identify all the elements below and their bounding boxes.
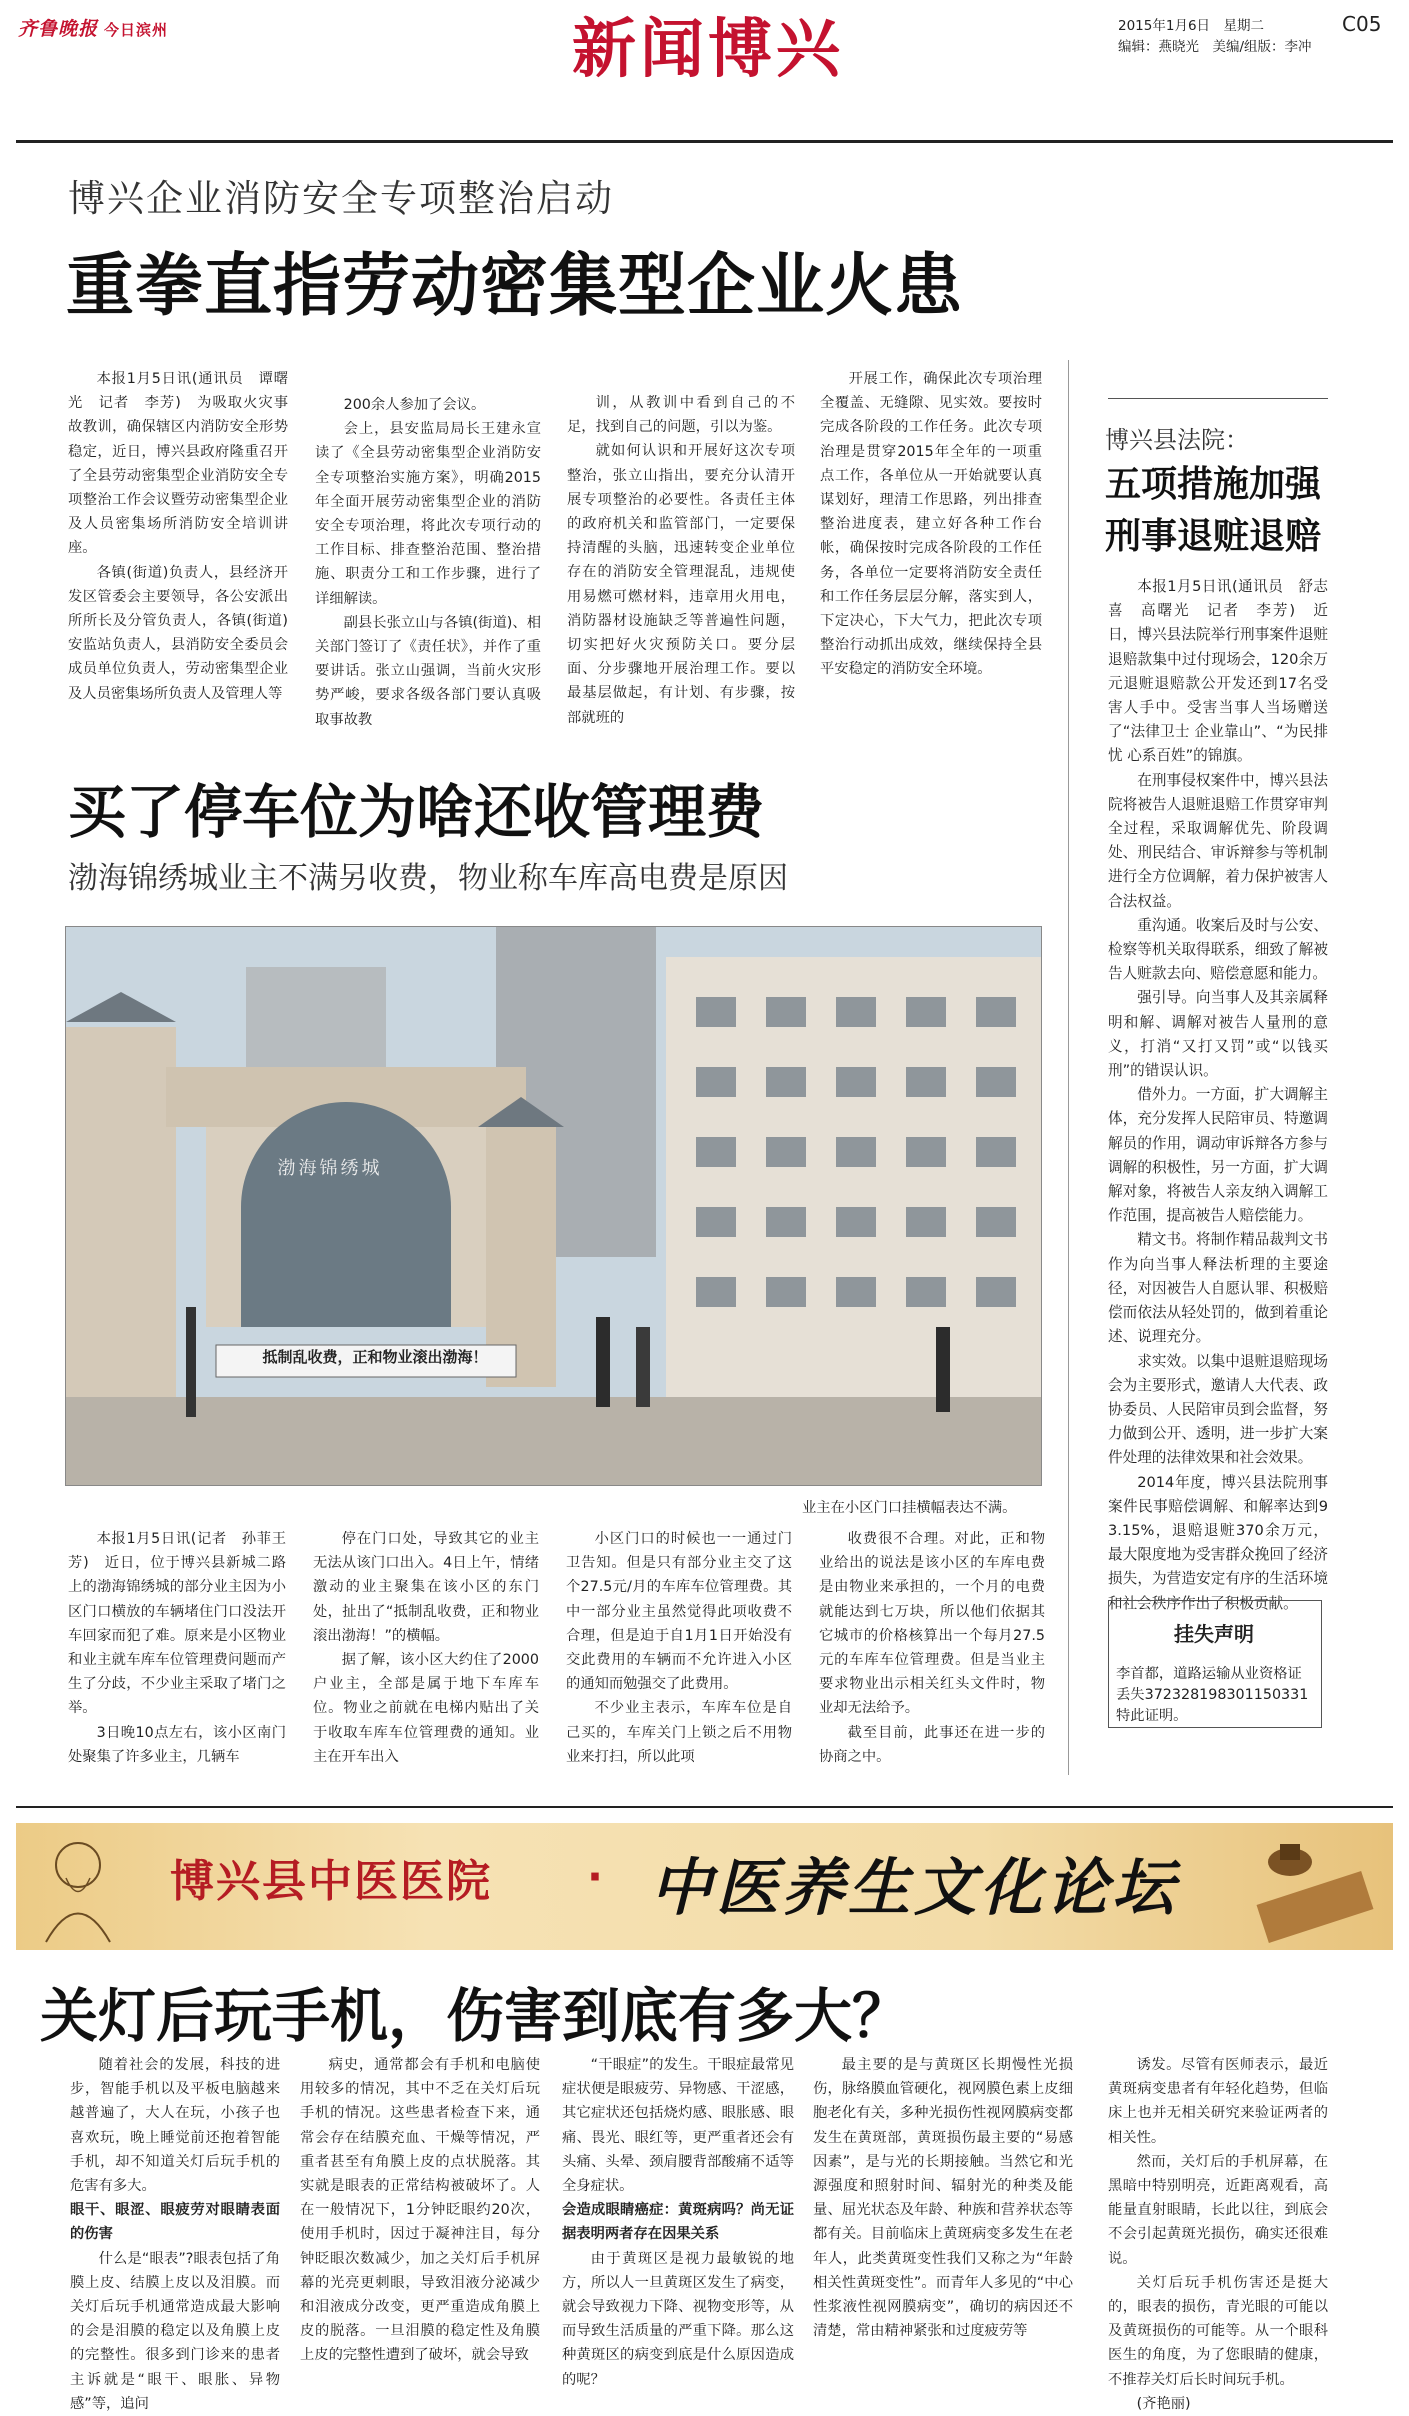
paragraph: 截至目前，此事还在进一步的协商之中。	[819, 1724, 1045, 1765]
paragraph: 各镇(街道)负责人，县经济开发区管委会主要领导，各公安派出所所长及分管负责人，各镇(街道)安监站负责人，县消防安全委员会成员单位负责人，劳动密集型企业及人员密集场所负责人及管理人等	[68, 564, 288, 702]
paragraph: 病史，通常都会有手机和电脑使用较多的情况，其中不乏在关灯后玩手机的情况。这些患者检查下来，通常会存在结膜充血、干燥等情况，严重者甚至有角膜上皮的点状脱落。其实就是眼表的正常结构被破坏了。人在一般情况下，1分钟眨眼约20次，使用手机时，因过于凝神注目，每分钟眨眼次数减少，加之关灯后手机屏幕的光亮更刺眼，导致泪液分泌减少和泪液成分改变，更严重造成角膜上皮的脱落。一旦泪膜的稳定性及角膜上皮的完整性遭到了破坏，就会导致	[300, 2057, 540, 2364]
paragraph: 随着社会的发展，科技的进步，智能手机以及平板电脑越来越普遍了，大人在玩，小孩子也喜欢玩，晚上睡觉前还抱着智能手机，却不知道关灯后玩手机的危害有多大。	[70, 2057, 280, 2195]
paragraph: 最主要的是与黄斑区长期慢性光损伤，脉络膜血管硬化，视网膜色素上皮细胞老化有关，多种光损伤性视网膜病变都发生在黄斑部，黄斑损伤最主要的“易感因素”，是与光的长期接触。当然它和光源强度和照射时间、辐射光的种类及能量、屈光状态及年龄、种族和营养状态等都有关。目前临床上黄斑病变多发生在老年人，此类黄斑变性我们又称之为“年龄相关性黄斑变性”。而青年人多见的“中心性浆液性视网膜病变”，确切的病因还不清楚，常由精神紧张和过度疲劳等	[813, 2057, 1073, 2340]
paragraph: 2014年度，博兴县法院刑事案件民事赔偿调解、和解率达到93.15%，退赔退赃370余万元，最大限度地为受害群众挽回了经济损失，为营造安定有序的生活环境和社会秩序作出了积极贡献。	[1108, 1473, 1328, 1612]
paragraph: 不少业主表示，车库车位是自己买的，车库关门上锁之后不用物业来打扫，所以此项	[566, 1700, 792, 1765]
forum-title: 中医养生文化论坛	[650, 1851, 1179, 1924]
article1-col3	[567, 391, 795, 726]
article3-col4	[813, 2053, 1073, 2359]
article3-col3	[562, 2053, 794, 2388]
editor-credits: 编辑：燕晓光 美编/组版：李冲	[1118, 39, 1312, 55]
sidebar-kicker: 博兴县法院：	[1105, 426, 1249, 454]
sidebar-body	[1108, 575, 1328, 1612]
lost-notice-title: 挂失声明	[1174, 1622, 1254, 1646]
article2-col3	[566, 1527, 792, 1775]
issue-date: 2015年1月6日 星期二	[1118, 18, 1265, 34]
article1-col4	[820, 367, 1042, 715]
paragraph: 借外力。一方面，扩大调解主体，充分发挥人民陪审员、特邀调解员的作用，调动审诉辩各方参与调解的积极性，另一方面，扩大调解对象，将被告人亲友纳入调解工作范围，提高被告人赔偿能力。	[1108, 1086, 1328, 1225]
masthead-rule	[16, 140, 1393, 143]
paragraph: 在刑事侵权案件中，博兴县法院将被告人退赃退赔工作贯穿审判全过程，采取调解优先、阶段调处、刑民结合、审诉辩参与等机制进行全方位调解，着力保护被害人合法权益。	[1108, 771, 1328, 910]
paragraph: 会造成眼睛癌症：黄斑病吗？尚无证据表明两者存在因果关系	[562, 2202, 794, 2243]
article1-headline: 重拳直指劳动密集型企业火患	[66, 247, 964, 326]
paragraph: 据了解，该小区大约住了2000户业主，全部是属于地下车库车位。物业之前就在电梯内贴出了关于收取车库车位管理费的通知。业主在开车出入	[313, 1652, 539, 1765]
article2-col1	[68, 1527, 286, 1775]
edition-name: 今日滨州	[104, 21, 169, 39]
paragraph: 停在门口处，导致其它的业主无法从该门口出入。4日上午，情绪激动的业主聚集在该小区的东门处，扯出了“抵制乱收费，正和物业滚出渤海！”的横幅。	[313, 1531, 539, 1644]
article1-kicker: 博兴企业消防安全专项整治启动	[68, 177, 614, 220]
hospital-name: 博兴县中医医院	[170, 1856, 492, 1907]
paragraph: 就如何认识和开展好这次专项整治，张立山指出，要充分认清开展专项整治的必要性。各责任主体的政府机关和监管部门，一定要保持清醒的头脑，迅速转变企业单位存在的消防安全管理混乱，违规使用易燃可燃材料，违章用火用电，消防器材设施缺乏等普遍性问题，切实把好火灾预防关口。要分层面、分步骤地开展治理工作。要以最基层做起，有计划、有步骤，按部就班的	[567, 443, 795, 726]
paragraph: 强引导。向当事人及其亲属释明和解、调解对被告人量刑的意义，打消“又打又罚”或“以钱买刑”的错误认识。	[1108, 989, 1328, 1080]
paragraph: 200余人参加了会议。	[343, 397, 486, 413]
paragraph: 开展工作，确保此次专项治理全覆盖、无缝隙、见实效。要按时完成各阶段的工作任务。此次专项治理是贯穿2015年全年的一项重点工作，各单位从一开始就要认真谋划好，理清工作思路，列出排查整治进度表，建立好各种工作台帐，确保按时完成各阶段的工作任务，各单位一定要将消防安全责任和工作任务层层分解，落实到人，下定决心，下大气力，把此次专项整治行动抓出成效，继续保持全县平安稳定的消防安全环境。	[820, 371, 1042, 678]
paragraph: 重沟通。收案后及时与公安、检察等机关取得联系，细致了解被告人赃款去向、赔偿意愿和能力。	[1108, 916, 1328, 983]
article2-col2	[313, 1527, 539, 1775]
article1-col1	[68, 367, 288, 715]
paragraph: 小区门口的时候也一一通过门卫告知。但是只有部分业主交了这个27.5元/月的车库车位管理费。其中一部分业主虽然觉得此项收费不合理，但是迫于自1月1日开始没有交此费用的车辆而不允许进入小区的通知而勉强交了此费用。	[566, 1531, 792, 1693]
paragraph: 什么是“眼表”?眼表包括了角膜上皮、结膜上皮以及泪膜。而关灯后玩手机通常造成最大影响的会是泪膜的稳定以及角膜上皮的完整性。很多到门诊来的患者主诉就是“眼干、眼胀、异物感”等，追问	[70, 2250, 280, 2412]
banner-separator: ·	[587, 1852, 603, 1901]
paper-logo	[18, 14, 168, 41]
article2-headline: 买了停车位为啥还收管理费	[68, 778, 765, 846]
paragraph: 诱发。尽管有医师表示，最近黄斑病变患者有年轻化趋势，但临床上也并无相关研究来验证两者的相关性。	[1108, 2057, 1328, 2146]
paragraph: 求实效。以集中退赃退赔现场会为主要形式，邀请人大代表、政协委员、人民陪审员到会监督，努力做到公开、透明，进一步扩大案件处理的法律效果和社会效果。	[1108, 1352, 1328, 1467]
page-number: C05	[1342, 12, 1382, 36]
paragraph: 本报1月5日讯(通讯员 舒志喜 高曙光 记者 李芳) 近日，博兴县法院举行刑事案件退赃退赔款集中过付现场会，120余万元退赃退赔款公开发还到17名受害人手中。受害当事人当场赠送了“法律卫士 企业靠山”、“为民排忧 心系百姓”的锦旗。	[1108, 578, 1328, 765]
lost-notice-body: 李首都，道路运输从业资格证丢失372328198301150331特此证明。	[1116, 1666, 1309, 1724]
paragraph: 眼干、眼涩、眼疲劳对眼睛表面的伤害	[70, 2202, 280, 2243]
article3-col1	[70, 2053, 280, 2412]
paper-name: 齐鲁晚报	[18, 18, 99, 40]
banner-top-rule	[16, 1806, 1393, 1808]
paragraph: (齐艳丽)	[1136, 2395, 1191, 2412]
article2-col4	[819, 1527, 1045, 1775]
sidebar-headline-2: 刑事退赃退赔	[1105, 516, 1322, 557]
sidebar-rule	[1108, 398, 1328, 399]
paragraph: 本报1月5日讯(通讯员 谭曙光 记者 李芳) 为吸取火灾事故教训，确保辖区内消防安全形势稳定，近日，博兴县政府隆重召开了全县劳动密集型企业消防安全专项整治工作会议暨劳动密集型企业及人员密集场所消防安全培训讲座。	[68, 371, 288, 557]
sidebar-headline-1: 五项措施加强	[1105, 464, 1322, 505]
photo-illustration	[66, 927, 1041, 1485]
protest-banner-text: 抵制乱收费，正和物业滚出渤海！	[262, 1348, 488, 1366]
sage-portrait-icon	[28, 1830, 128, 1945]
paragraph: 精文书。将制作精品裁判文书作为向当事人释法析理的主要途径，对因被告人自愿认罪、积极赔偿而依法从轻处罚的，做到着重论述、说理充分。	[1108, 1231, 1328, 1346]
paragraph: 3日晚10点左右，该小区南门处聚集了许多业主，几辆车	[68, 1724, 286, 1765]
section-title: 新闻博兴	[572, 12, 844, 87]
article3-headline: 关灯后玩手机，伤害到底有多大？	[40, 1982, 911, 2050]
paragraph: 副县长张立山与各镇(街道)、相关部门签订了《责任状》，并作了重要讲话。张立山强调，当前火灾形势严峻，要求各级各部门要认真吸取事故教	[315, 614, 541, 728]
paragraph: 本报1月5日讯(记者 孙菲王芳) 近日，位于博兴县新城二路上的渤海锦绣城的部分业主因为小区门口横放的车辆堵住门口没法开车回家而犯了难。原来是小区物业和业主就车库车位管理费问题而产生了分歧，不少业主采取了堵门之举。	[68, 1531, 286, 1717]
paragraph: 由于黄斑区是视力最敏锐的地方，所以人一旦黄斑区发生了病变，就会导致视力下降、视物变形等，从而导致生活质量的严重下降。那么这种黄斑区的病变到底是什么原因造成的呢？	[562, 2250, 794, 2388]
paragraph: “干眼症”的发生。干眼症最常见症状便是眼疲劳、异物感、干涩感，其它症状还包括烧灼感、眼胀感、眼痛、畏光、眼红等，更严重者还会有头痛、头晕、颈肩腰背部酸痛不适等全身症状。	[562, 2057, 794, 2195]
article2-kicker: 渤海锦绣城业主不满另收费，物业称车库高电费是原因	[68, 861, 788, 896]
article1-col2	[315, 393, 541, 728]
paragraph: 关灯后玩手机伤害还是挺大的，眼表的损伤，青光眼的可能以及黄斑损伤的可能等。从一个眼科医生的角度，为了您眼睛的健康，不推荐关灯后长时间玩手机。	[1108, 2274, 1328, 2388]
paragraph: 收费很不合理。对此，正和物业给出的说法是该小区的车库电费是由物业来承担的，一个月的电费就能达到七万块，所以他们依据其它城市的价格核算出一个每月27.5元的车库车位管理费。但是当业主要求物业出示相关红头文件时，物业却无法给予。	[819, 1531, 1045, 1717]
paragraph: 训，从教训中看到自己的不足，找到自己的问题，引以为鉴。	[567, 395, 795, 436]
photo-caption: 业主在小区门口挂横幅表达不满。	[802, 1500, 1017, 1516]
gate-sign-text: 渤海锦绣城	[277, 1158, 383, 1179]
news-photo-gate	[65, 926, 1042, 1486]
herbal-scroll-icon	[1250, 1832, 1385, 1942]
article3-col5	[1108, 2053, 1328, 2412]
paragraph: 然而，关灯后的手机屏幕，在黑暗中特别明亮，近距离观看，高能量直射眼睛，长此以往，到底会不会引起黄斑光损伤，确实还很难说。	[1108, 2153, 1328, 2267]
article3-col2	[300, 2053, 540, 2364]
sidebar-divider	[1068, 360, 1069, 1775]
paragraph: 会上，县安监局局长王建永宣读了《全县劳动密集型企业消防安全专项整治实施方案》，明确2015年全面开展劳动密集型企业的消防安全专项治理，将此次专项行动的工作目标、排查整治范围、整治措施、职责分工和工作步骤，进行了详细解读。	[315, 421, 541, 607]
